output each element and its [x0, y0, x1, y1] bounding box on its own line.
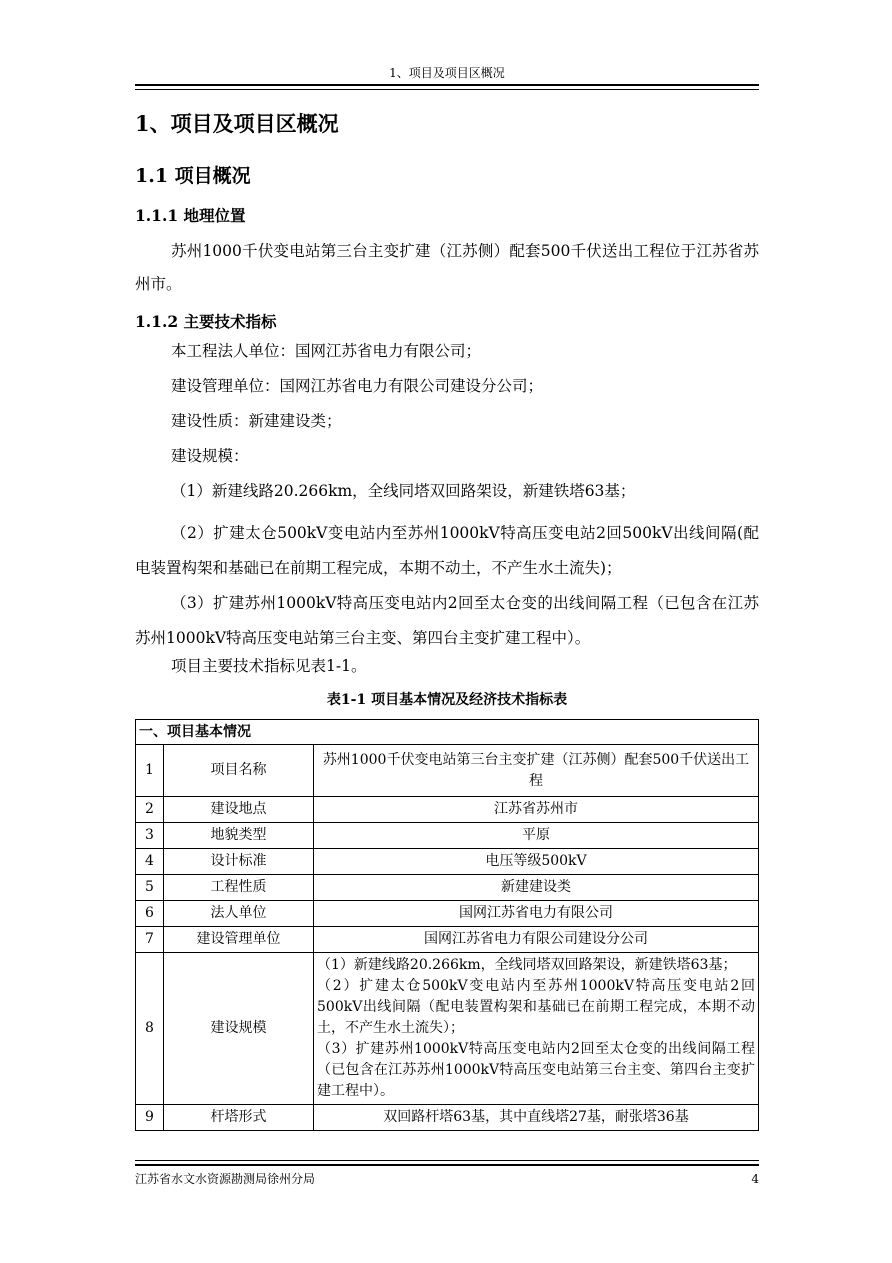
row-number: 5 [136, 875, 164, 901]
row-number: 6 [136, 901, 164, 927]
table-row [136, 953, 759, 1105]
subsection-heading-indicators: 1.1.2 主要技术指标 [135, 312, 277, 331]
table-section-row [136, 720, 759, 745]
scale-cell-line-1: （1）新建线路20.266km，全线同塔双回路架设，新建铁塔63基； [317, 957, 737, 973]
row-value: 电压等级500kV [314, 849, 759, 875]
row-label: 工程性质 [164, 875, 314, 901]
table-row [136, 875, 759, 901]
row-value: 国网江苏省电力有限公司 [314, 901, 759, 927]
table-row [136, 1105, 759, 1131]
row-number: 8 [136, 953, 164, 1105]
row-label: 设计标准 [164, 849, 314, 875]
row-label: 建设地点 [164, 797, 314, 823]
management-unit-line: 建设管理单位：国网江苏省电力有限公司建设分公司； [171, 377, 544, 395]
table-section-title: 一、项目基本情况 [136, 720, 759, 745]
running-header: 1、项目及项目区概况 [389, 66, 505, 80]
row-number: 2 [136, 797, 164, 823]
table-row [136, 797, 759, 823]
scale-item-1: （1）新建线路20.266km，全线同塔双回路架设，新建铁塔63基； [171, 482, 636, 500]
table-reference-line: 项目主要技术指标见表1-1。 [171, 657, 367, 675]
row-label: 建设规模 [164, 953, 314, 1105]
scale-cell-line-2: （2）扩建太仓500kV变电站内至苏州1000kV特高压变电站2回500kV出线间隔（配电装置构架和基础已在前期工程完成，本期不动土，不产生水土流失）； [317, 978, 755, 1036]
chapter-heading: 1、项目及项目区概况 [135, 111, 339, 136]
scale-cell-line-3: （3）扩建苏州1000kV特高压变电站内2回至太仓变的出线间隔工程（已包含在江苏苏州1000kV特高压变电站第三台主变、第四台主变扩建工程中）。 [317, 1041, 755, 1099]
row-value: 平原 [314, 823, 759, 849]
row-number: 4 [136, 849, 164, 875]
table-row [136, 901, 759, 927]
table-row [136, 849, 759, 875]
legal-entity-line: 本工程法人单位：国网江苏省电力有限公司； [171, 342, 482, 360]
row-number: 3 [136, 823, 164, 849]
row-label: 地貌类型 [164, 823, 314, 849]
row-number: 1 [136, 745, 164, 797]
header-rule [135, 84, 759, 86]
table-row [136, 927, 759, 953]
footer-organization: 江苏省水文水资源勘测局徐州分局 [135, 1172, 316, 1186]
row-label: 项目名称 [164, 745, 314, 797]
footer-rule-thin [135, 1160, 759, 1161]
row-label: 建设管理单位 [164, 927, 314, 953]
footer-rule [135, 1164, 759, 1166]
page-number: 4 [751, 1172, 759, 1186]
table-row [136, 745, 759, 797]
row-number: 9 [136, 1105, 164, 1131]
row-label: 杆塔形式 [164, 1105, 314, 1131]
section-heading: 1.1 项目概况 [135, 165, 251, 187]
row-value: 江苏省苏州市 [314, 797, 759, 823]
construction-nature-line: 建设性质：新建建设类； [171, 412, 342, 430]
construction-scale-line: 建设规模： [171, 447, 249, 465]
row-value: 双回路杆塔63基，其中直线塔27基，耐张塔36基 [314, 1105, 759, 1131]
row-value: 苏州1000千伏变电站第三台主变扩建（江苏侧）配套500千伏送出工程 [314, 745, 759, 797]
row-value-scale [314, 953, 759, 1105]
table-caption: 表1-1 项目基本情况及经济技术指标表 [326, 692, 568, 708]
row-value: 新建建设类 [314, 875, 759, 901]
row-number: 7 [136, 927, 164, 953]
row-value: 国网江苏省电力有限公司建设分公司 [314, 927, 759, 953]
subsection-heading-location: 1.1.1 地理位置 [135, 206, 246, 225]
location-paragraph: 苏州1000千伏变电站第三台主变扩建（江苏侧）配套500千伏送出工程位于江苏省苏州市。 [135, 242, 759, 293]
table-row [136, 823, 759, 849]
header-rule-thin [135, 89, 759, 90]
scale-item-2: （2）扩建太仓500kV变电站内至苏州1000kV特高压变电站2回500kV出线间隔(配电装置构架和基础已在前期工程完成，本期不动土，不产生水土流失)； [135, 524, 759, 577]
row-label: 法人单位 [164, 901, 314, 927]
scale-item-3: （3）扩建苏州1000kV特高压变电站内2回至太仓变的出线间隔工程（已包含在江苏苏州1000kV特高压变电站第三台主变、第四台主变扩建工程中）。 [135, 594, 759, 647]
project-info-table [135, 719, 759, 1131]
